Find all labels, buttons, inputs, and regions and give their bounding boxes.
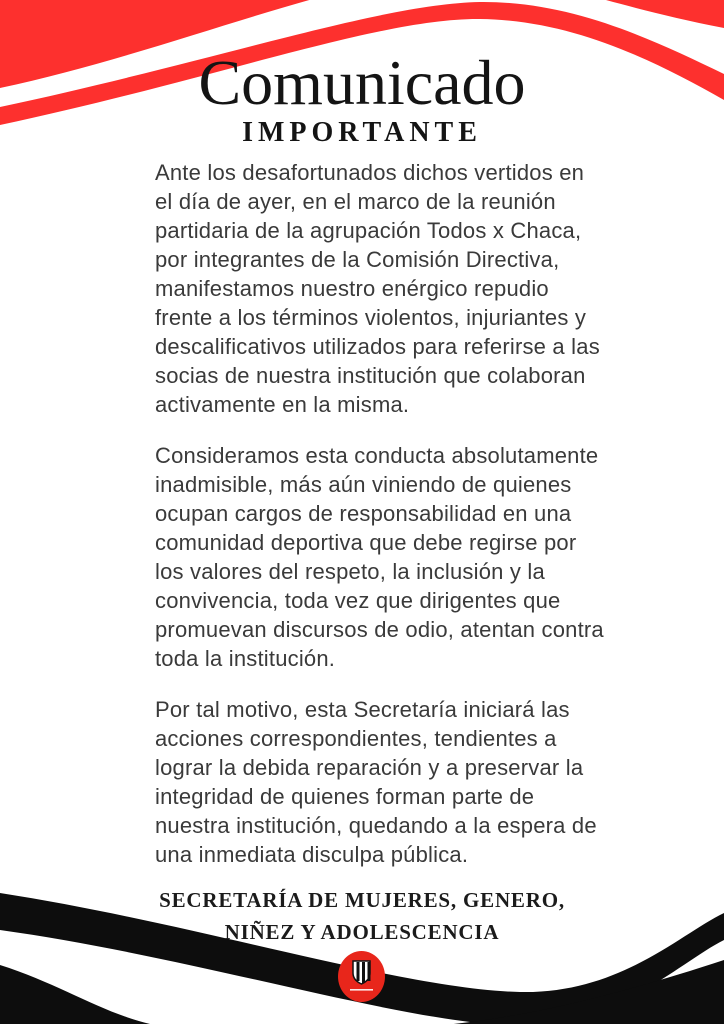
page-title: Comunicado — [198, 47, 526, 118]
text-line: activamente en la misma. — [155, 392, 410, 417]
text-line: una inmediata disculpa pública. — [155, 842, 469, 867]
footer-line-2: NIÑEZ Y ADOLESCENCIA — [224, 920, 500, 944]
text-line: Consideramos esta conducta absolutamente — [155, 443, 599, 468]
text-line: el día de ayer, en el marco de la reunión — [155, 189, 556, 214]
text-line: manifestamos nuestro enérgico repudio — [155, 276, 549, 301]
text-line: frente a los términos violentos, injuriantes y — [155, 305, 587, 330]
text-line: integridad de quienes forman parte de — [155, 784, 535, 809]
paragraph — [155, 441, 655, 673]
header — [0, 47, 724, 148]
text-line: comunidad deportiva que debe regirse por — [155, 530, 577, 555]
paragraph — [155, 158, 655, 419]
text-line: ocupan cargos de responsabilidad en una — [155, 501, 572, 526]
text-line: nuestra institución, quedando a la espera de — [155, 813, 597, 838]
text-line: inadmisible, más aún viniendo de quienes — [155, 472, 572, 497]
text-line: lograr la debida reparación y a preservar la — [155, 755, 584, 780]
text-line: convivencia, toda vez que dirigentes que — [155, 588, 561, 613]
club-crest-badge — [338, 951, 385, 1002]
text-line: por integrantes de la Comisión Directiva, — [155, 247, 560, 272]
text-line: socias de nuestra institución que colaboran — [155, 363, 586, 388]
text-line: toda la institución. — [155, 646, 336, 671]
text-line: promuevan discursos de odio, atentan contra — [155, 617, 604, 642]
text-line: Por tal motivo, esta Secretaría iniciará las — [155, 697, 570, 722]
text-line: Ante los desafortunados dichos vertidos en — [155, 160, 585, 185]
text-line: partidaria de la agrupación Todos x Chaca, — [155, 218, 582, 243]
text-line: descalificativos utilizados para referirse a las — [155, 334, 600, 359]
footer-line-1: SECRETARÍA DE MUJERES, GENERO, — [159, 888, 565, 912]
footer-signature — [0, 884, 724, 948]
badge-motto-line — [350, 989, 373, 991]
shield-icon — [353, 961, 370, 984]
body-text — [155, 158, 655, 891]
page-subtitle: IMPORTANTE — [242, 117, 482, 148]
text-line: los valores del respeto, la inclusión y la — [155, 559, 545, 584]
bottom-left-black-mass-shape — [0, 965, 150, 1024]
text-line: acciones correspondientes, tendientes a — [155, 726, 557, 751]
paragraph — [155, 695, 655, 869]
club-crest-icon — [338, 951, 385, 1002]
